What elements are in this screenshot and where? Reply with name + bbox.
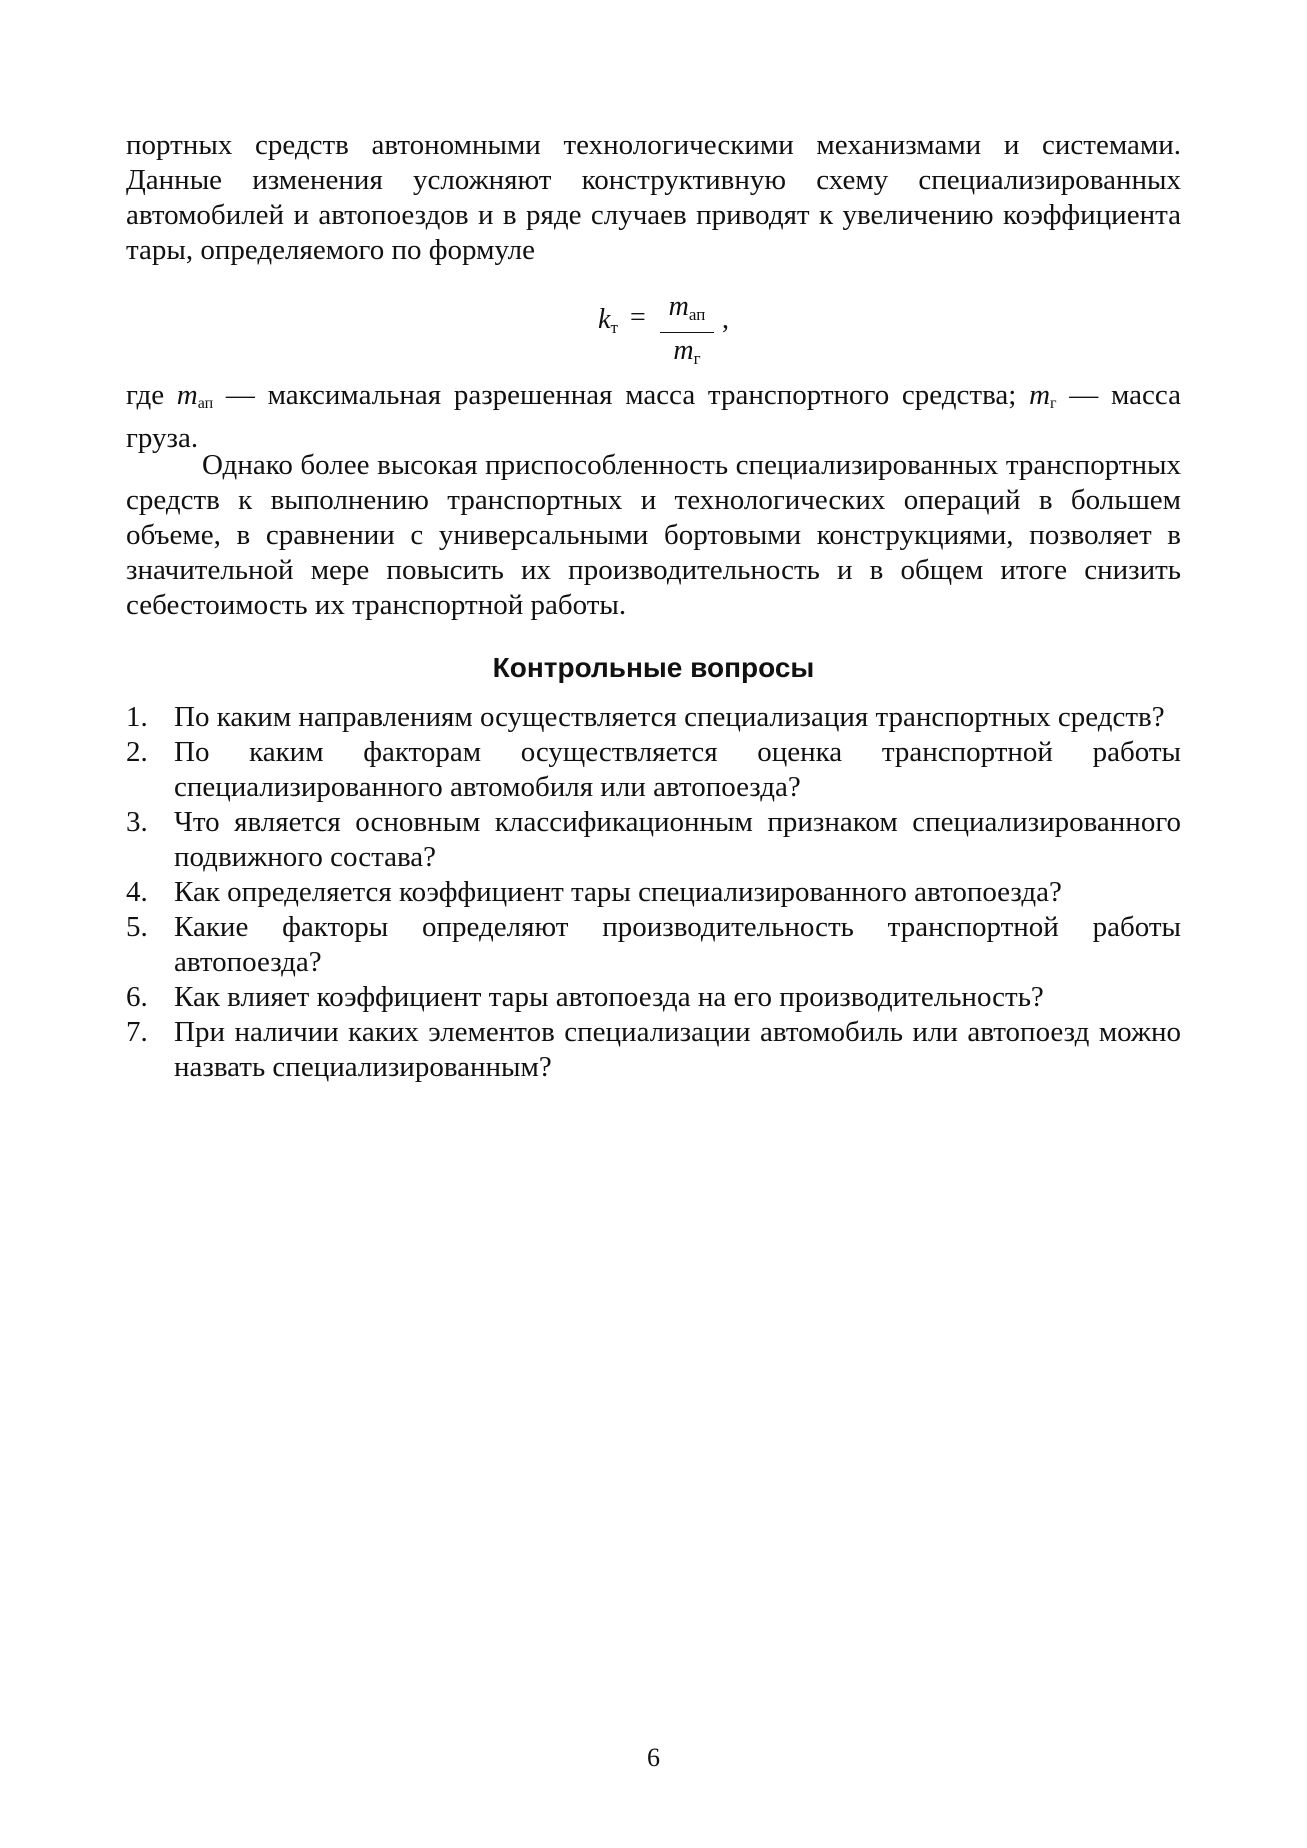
list-item-text: При наличии каких элементов специализации автомобиль или автопоезд можно назвать специализированным? <box>174 1016 1181 1083</box>
list-item-number: 2. <box>126 736 148 768</box>
formula-comma: , <box>722 304 729 335</box>
paragraph-conclusion: Однако более высокая приспособленность специализированных транспортных средств к выполнению транспортных и технологических операций в большем объеме, в сравнении с универсальными бортовыми конструкциями, позволяет в значительной мере повысить их производительность и в общем итоге снизить себестоимость их транспортной работы. <box>126 449 1181 621</box>
list-item <box>126 1015 1181 1085</box>
questions-list <box>126 700 1181 1085</box>
list-item <box>126 700 1181 735</box>
where-m-ap-subscript: ап <box>197 395 214 412</box>
list-item-number: 5. <box>126 911 148 943</box>
formula-den-symbol: m <box>673 335 694 366</box>
list-item-number: 1. <box>126 701 148 733</box>
where-m-ap-symbol: m <box>176 379 198 411</box>
formula-k-subscript: т <box>610 318 618 337</box>
list-item-text: Как определяется коэффициент тары специализированного автопоезда? <box>174 876 1062 908</box>
formula-numerator <box>658 290 716 332</box>
list-item-text: Что является основным классификационным признаком специализированного подвижного состава? <box>174 806 1181 873</box>
where-m-g-subscript: г <box>1050 395 1057 412</box>
list-item-text: По каким факторам осуществляется оценка транспортной работы специализированного автомобиля или автопоезда? <box>174 736 1181 803</box>
where-prefix: где <box>126 379 165 411</box>
list-item-number: 6. <box>126 981 148 1013</box>
list-item-text: По каким направлениям осуществляется специализация транспортных средств? <box>174 701 1165 733</box>
formula-equals: = <box>630 302 646 333</box>
formula-k-symbol: k <box>598 304 611 335</box>
formula-num-subscript: ап <box>688 305 706 324</box>
list-item-text: Какие факторы определяют производительность транспортной работы автопоезда? <box>174 911 1181 978</box>
paragraph-intro: портных средств автономными технологическими механизмами и системами. Данные изменения усложняют конструктивную схему специализированных автомобилей и автопоездов и в ряде случаев приводят к увеличению коэффициента тары, определяемого по формуле <box>126 129 1181 266</box>
list-item <box>126 910 1181 980</box>
section-heading: Контрольные вопросы <box>492 652 815 683</box>
list-item-number: 4. <box>126 876 148 908</box>
formula-lhs <box>598 304 618 338</box>
list-item <box>126 875 1181 910</box>
formula-denominator <box>658 333 716 377</box>
formula-explanation <box>126 378 1181 456</box>
list-item-text: Как влияет коэффициент тары автопоезда на его производительность? <box>174 981 1044 1013</box>
formula-den-subscript: г <box>693 349 701 368</box>
list-item <box>126 805 1181 875</box>
page-number: 6 <box>647 1743 660 1772</box>
list-item-number: 7. <box>126 1016 148 1048</box>
formula-num-symbol: m <box>668 291 689 322</box>
where-end-text: — масса груза. <box>126 379 1182 454</box>
formula-fraction <box>658 290 716 377</box>
list-item <box>126 980 1181 1015</box>
list-item <box>126 735 1181 805</box>
where-m-g-symbol: m <box>1029 379 1051 411</box>
list-item-number: 3. <box>126 806 148 838</box>
where-mid-text: — максимальная разрешенная масса транспортного средства; <box>213 379 1030 411</box>
